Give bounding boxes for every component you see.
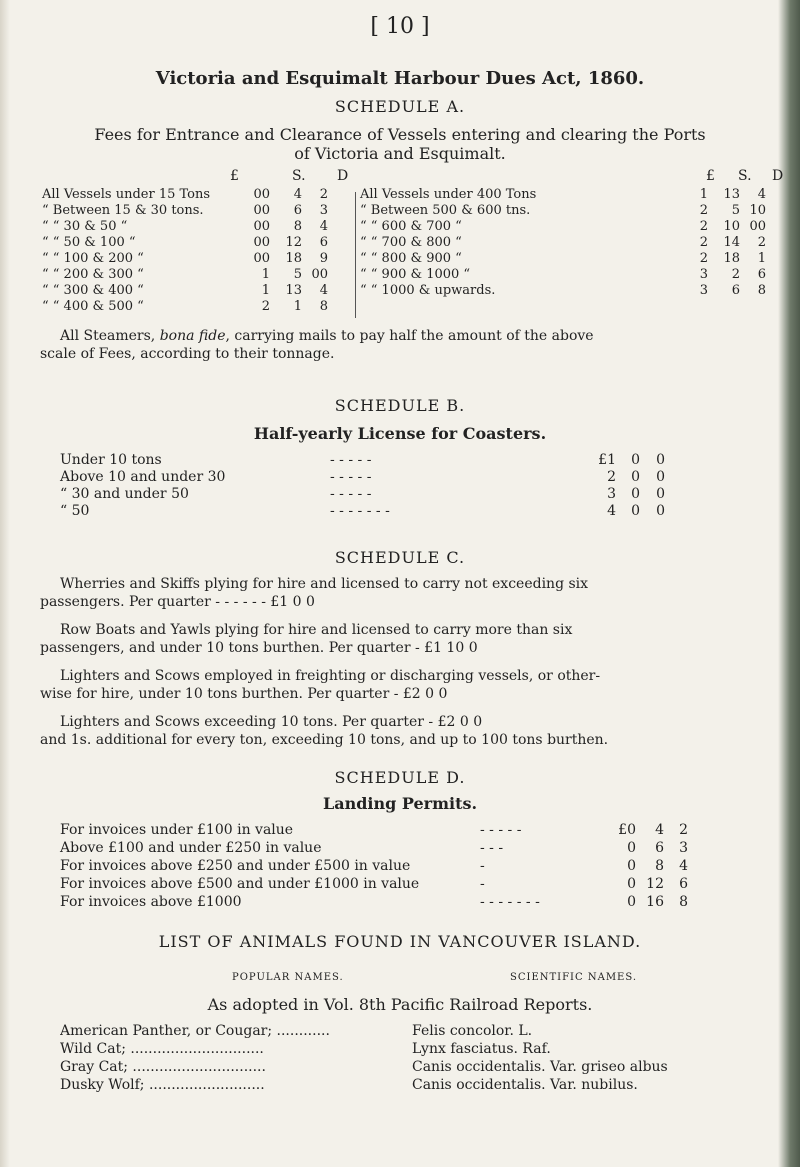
license-label: “ 50: [60, 503, 90, 519]
fee-row: [40, 282, 330, 298]
schedule-a-right-table: [358, 186, 768, 298]
fee-label: “ “ 900 & 1000 “: [360, 266, 471, 282]
fee-pounds: 2: [699, 250, 708, 266]
schedule-b-heading: SCHEDULE B.: [334, 396, 466, 415]
animal-scientific-name: Felis concolor. L.: [412, 1023, 533, 1039]
animal-popular-name: American Panther, or Cougar; ............: [60, 1023, 330, 1039]
fee-shillings: 5: [731, 202, 740, 218]
scientific-names-header: SCIENTIFIC NAMES.: [510, 972, 638, 983]
permit-label: For invoices above £500 and under £1000 in value: [60, 876, 420, 892]
fee-pounds: 1: [699, 186, 708, 202]
animal-scientific-name: Lynx fasciatus. Raf.: [412, 1041, 551, 1057]
fee-pence: 8: [757, 282, 766, 298]
license-dots: - - - - -: [330, 469, 372, 485]
fee-shillings: 6: [731, 282, 740, 298]
fee-pence: 6: [319, 234, 328, 250]
animal-popular-name: Gray Cat; ..............................: [60, 1059, 266, 1075]
fee-pounds: 2: [699, 218, 708, 234]
fee-row: [358, 234, 768, 250]
right-col-pence-header: D: [772, 168, 784, 184]
license-shillings: 0: [631, 486, 640, 502]
fee-label: “ “ 400 & 500 “: [42, 298, 144, 314]
fee-label: “ “ 1000 & upwards.: [360, 282, 496, 298]
license-pence: 0: [656, 452, 665, 468]
permit-pence: 4: [679, 858, 688, 874]
license-pounds: 4: [607, 503, 616, 519]
fee-label: “ “ 700 & 800 “: [360, 234, 462, 250]
permit-dots: -: [480, 858, 485, 874]
note-italic: bona fide: [159, 328, 226, 344]
license-shillings: 0: [631, 469, 640, 485]
fee-pounds: 00: [253, 250, 270, 266]
fee-row: [40, 250, 330, 266]
fee-pence: 00: [311, 266, 328, 282]
permit-dots: - - - - - - -: [480, 894, 540, 910]
fee-pence: 8: [319, 298, 328, 314]
animal-popular-name: Dusky Wolf; ..........................: [60, 1077, 265, 1093]
license-pounds: 3: [607, 486, 616, 502]
license-pounds: 2: [607, 469, 616, 485]
schedule-c-p1-line1: Wherries and Skiffs plying for hire and licensed to carry not exceeding six: [60, 576, 589, 592]
fee-pounds: 1: [261, 266, 270, 282]
permit-pence: 2: [679, 822, 688, 838]
license-label: Under 10 tons: [60, 452, 162, 468]
fee-label: “ “ 300 & 400 “: [42, 282, 144, 298]
fee-pounds: 3: [699, 282, 708, 298]
fee-pence: 1: [757, 250, 766, 266]
fee-pounds: 00: [253, 202, 270, 218]
schedule-c-heading: SCHEDULE C.: [334, 548, 466, 567]
license-pence: 0: [656, 486, 665, 502]
schedule-a-heading: SCHEDULE A.: [334, 97, 466, 116]
schedule-c-p1-line2: passengers. Per quarter - - - - - - £1 0 0: [40, 594, 315, 610]
schedule-a-note-line2: scale of Fees, according to their tonnage.: [40, 346, 335, 362]
schedule-c-p4-line2: and 1s. additional for every ton, exceeding 10 tons, and up to 100 tons burthen.: [40, 732, 609, 748]
schedule-b-subheading: Half-yearly License for Coasters.: [253, 424, 547, 443]
schedule-a-intro-line1: Fees for Entrance and Clearance of Vessels entering and clearing the Ports: [94, 125, 706, 144]
fee-row: [358, 202, 768, 218]
permit-label: For invoices under £100 in value: [60, 822, 294, 838]
fee-label: “ Between 500 & 600 tns.: [360, 202, 531, 218]
animal-scientific-name: Canis occidentalis. Var. nubilus.: [412, 1077, 638, 1093]
fee-pence: 3: [319, 202, 328, 218]
permit-pounds: 0: [627, 840, 636, 856]
license-shillings: 0: [631, 503, 640, 519]
page-edge-left: [0, 0, 10, 1167]
permit-label: For invoices above £250 and under £500 in value: [60, 858, 411, 874]
animals-heading: LIST OF ANIMALS FOUND IN VANCOUVER ISLAND.: [158, 932, 642, 951]
fee-shillings: 13: [723, 186, 740, 202]
license-dots: - - - - - - -: [330, 503, 390, 519]
fee-pounds: 00: [253, 186, 270, 202]
license-label: “ 30 and under 50: [60, 486, 189, 502]
fee-pence: 4: [757, 186, 766, 202]
fee-row: [358, 250, 768, 266]
permit-shillings: 16: [646, 894, 664, 910]
schedule-c-p2-line2: passengers, and under 10 tons burthen. Per quarter - £1 10 0: [40, 640, 478, 656]
license-shillings: 0: [631, 452, 640, 468]
fee-pounds: 1: [261, 282, 270, 298]
schedule-c-p3-line1: Lighters and Scows employed in freighting or discharging vessels, or other-: [60, 668, 601, 684]
fee-pence: 2: [319, 186, 328, 202]
right-col-pound-header: £: [706, 168, 715, 184]
fee-shillings: 2: [731, 266, 740, 282]
permit-pounds: 0: [627, 858, 636, 874]
permit-label: Above £100 and under £250 in value: [60, 840, 322, 856]
license-label: Above 10 and under 30: [60, 469, 226, 485]
permit-shillings: 12: [646, 876, 664, 892]
fee-shillings: 5: [293, 266, 302, 282]
license-pounds: £1: [598, 452, 616, 468]
animal-popular-name: Wild Cat; ..............................: [60, 1041, 264, 1057]
fee-pounds: 2: [699, 202, 708, 218]
fee-shillings: 12: [285, 234, 302, 250]
license-dots: - - - - -: [330, 452, 372, 468]
license-pence: 0: [656, 503, 665, 519]
permit-pounds: 0: [627, 894, 636, 910]
fee-label: “ “ 800 & 900 “: [360, 250, 462, 266]
schedule-c-p3-line2: wise for hire, under 10 tons burthen. Per quarter - £2 0 0: [40, 686, 448, 702]
fee-row: [40, 202, 330, 218]
fee-pounds: 3: [699, 266, 708, 282]
fee-shillings: 18: [723, 250, 740, 266]
right-col-shilling-header: S.: [738, 168, 752, 184]
animal-scientific-name: Canis occidentalis. Var. griseo albus: [412, 1059, 668, 1075]
fee-row: [358, 218, 768, 234]
popular-names-header: POPULAR NAMES.: [232, 972, 344, 983]
license-pence: 0: [656, 469, 665, 485]
animals-adopted-note: As adopted in Vol. 8th Pacific Railroad Reports.: [207, 995, 593, 1014]
permit-dots: - - -: [480, 840, 504, 856]
permit-label: For invoices above £1000: [60, 894, 242, 910]
document-title: Victoria and Esquimalt Harbour Dues Act, 1860.: [155, 68, 645, 89]
fee-row: [40, 298, 330, 314]
note-pre: All Steamers,: [60, 328, 156, 344]
left-col-pound-header: £: [230, 168, 239, 184]
fee-pounds: 00: [253, 218, 270, 234]
fee-shillings: 13: [285, 282, 302, 298]
fee-pounds: 2: [699, 234, 708, 250]
fee-pence: 4: [319, 282, 328, 298]
schedule-d-subheading: Landing Permits.: [322, 794, 478, 813]
fee-shillings: 4: [293, 186, 302, 202]
schedule-a-left-table: [40, 186, 330, 314]
fee-label: All Vessels under 15 Tons: [42, 186, 211, 202]
permit-pence: 6: [679, 876, 688, 892]
fee-pence: 4: [319, 218, 328, 234]
fee-pounds: 00: [253, 234, 270, 250]
license-dots: - - - - -: [330, 486, 372, 502]
left-col-pence-header: D: [337, 168, 349, 184]
fee-pence: 6: [757, 266, 766, 282]
fee-row: [358, 186, 768, 202]
fee-shillings: 18: [285, 250, 302, 266]
fee-shillings: 14: [723, 234, 740, 250]
permit-dots: - - - - -: [480, 822, 522, 838]
fee-shillings: 10: [723, 218, 740, 234]
fee-label: All Vessels under 400 Tons: [360, 186, 537, 202]
fee-pounds: 2: [261, 298, 270, 314]
fee-label: “ “ 30 & 50 “: [42, 218, 128, 234]
schedule-c-p2-line1: Row Boats and Yawls plying for hire and licensed to carry more than six: [60, 622, 573, 638]
schedule-a-intro-line2: of Victoria and Esquimalt.: [294, 144, 506, 163]
fee-label: “ Between 15 & 30 tons.: [42, 202, 204, 218]
column-separator: [355, 192, 356, 318]
fee-pence: 2: [757, 234, 766, 250]
schedule-a-note: [60, 328, 594, 344]
fee-row: [40, 186, 330, 202]
schedule-c-p4-line1: Lighters and Scows exceeding 10 tons. Per quarter - £2 0 0: [60, 714, 483, 730]
permit-pence: 8: [679, 894, 688, 910]
permit-pounds: £0: [618, 822, 636, 838]
fee-shillings: 1: [293, 298, 302, 314]
fee-label: “ “ 600 & 700 “: [360, 218, 462, 234]
fee-pence: 00: [749, 218, 766, 234]
fee-pence: 9: [319, 250, 328, 266]
left-col-shilling-header: S.: [292, 168, 306, 184]
fee-label: “ “ 50 & 100 “: [42, 234, 136, 250]
permit-shillings: 8: [655, 858, 664, 874]
fee-row: [40, 234, 330, 250]
note-post: , carrying mails to pay half the amount of the above: [225, 328, 594, 344]
fee-label: “ “ 100 & 200 “: [42, 250, 144, 266]
fee-row: [358, 282, 768, 298]
schedule-d-heading: SCHEDULE D.: [334, 768, 466, 787]
fee-row: [40, 266, 330, 282]
fee-shillings: 6: [293, 202, 302, 218]
fee-row: [358, 266, 768, 282]
permit-dots: -: [480, 876, 485, 892]
permit-pence: 3: [679, 840, 688, 856]
permit-shillings: 4: [655, 822, 664, 838]
fee-label: “ “ 200 & 300 “: [42, 266, 144, 282]
permit-pounds: 0: [627, 876, 636, 892]
fee-pence: 10: [749, 202, 766, 218]
page-number: [ 10 ]: [370, 14, 430, 39]
fee-shillings: 8: [293, 218, 302, 234]
permit-shillings: 6: [655, 840, 664, 856]
fee-row: [40, 218, 330, 234]
